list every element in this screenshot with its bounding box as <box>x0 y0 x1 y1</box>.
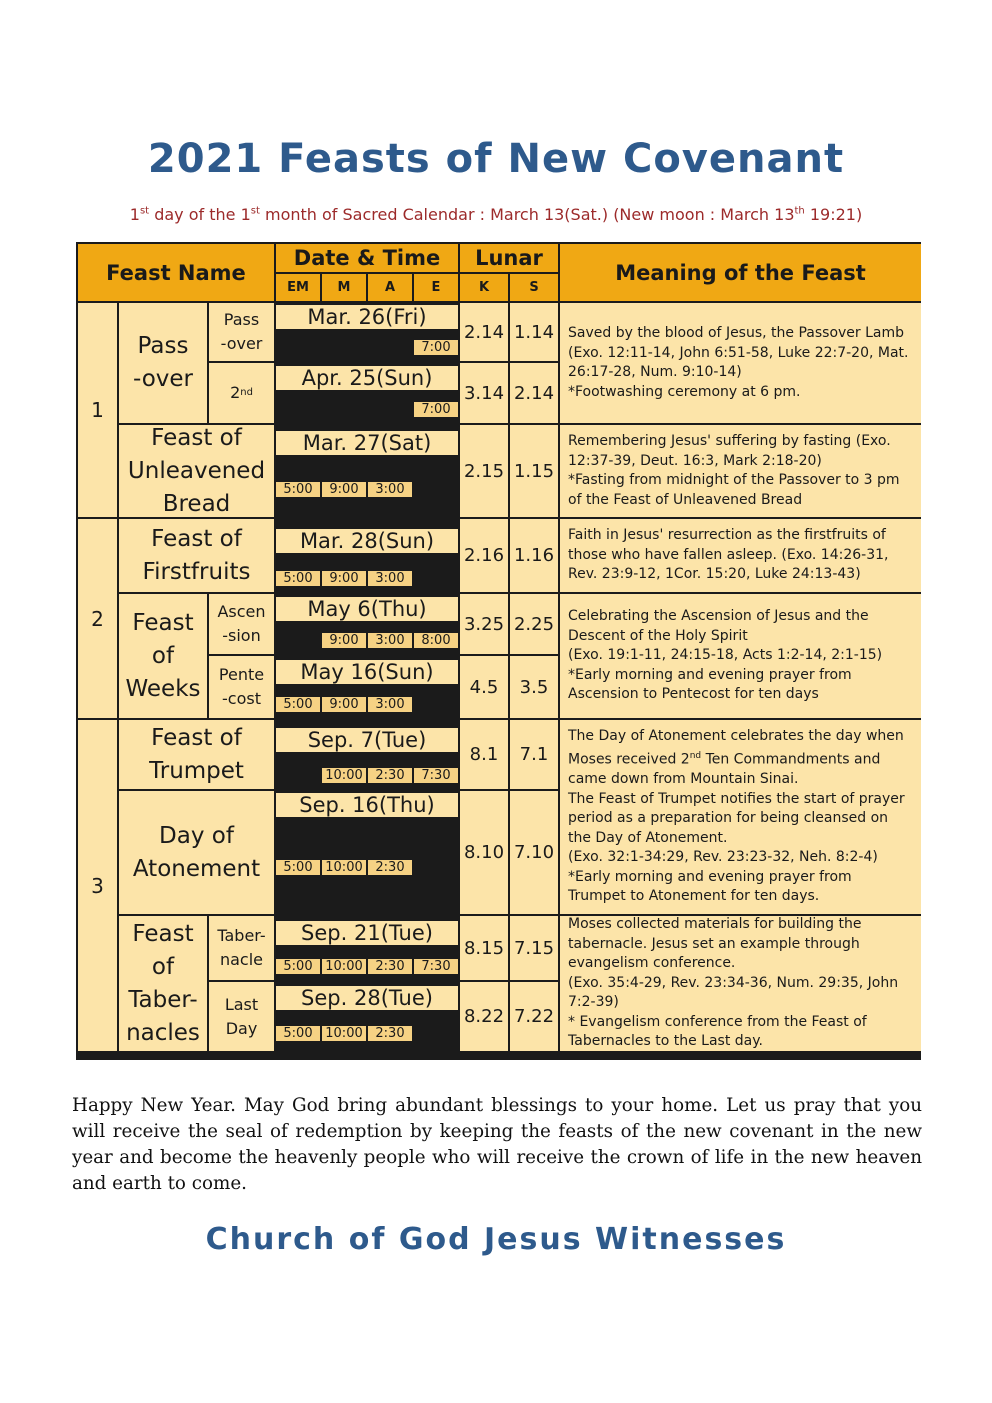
subtitle-text: 1 <box>129 205 140 224</box>
header-lunar: Lunar <box>460 244 558 272</box>
feast-table <box>76 242 921 1060</box>
meaning-sup: nd <box>689 750 702 761</box>
time-a: 2:30 <box>368 1026 412 1041</box>
page-subtitle <box>0 205 992 224</box>
lunar-s: 7.10 <box>510 791 558 914</box>
sub-name-passover: Pass -over <box>209 303 274 361</box>
sub-name-text: 2 <box>230 383 241 402</box>
time-m: 9:00 <box>322 633 366 648</box>
date-time-trumpet <box>276 720 458 789</box>
time-em: 5:00 <box>276 571 320 586</box>
lunar-s: 7.15 <box>510 916 558 980</box>
meaning-trumpet-atonement <box>560 720 921 914</box>
feast-name-trumpet: Feast of Trumpet <box>119 720 274 789</box>
header-a: A <box>368 274 412 301</box>
time-a: 2:30 <box>368 768 412 783</box>
sub-name-last-day: Last Day <box>209 982 274 1051</box>
feast-name-weeks: Feast of Weeks <box>119 594 207 718</box>
time-e: 7:30 <box>414 768 458 783</box>
date-value: Apr. 25(Sun) <box>276 366 458 390</box>
lunar-s: 7.22 <box>510 982 558 1051</box>
time-a: 3:00 <box>368 482 412 497</box>
time-em: 5:00 <box>276 482 320 497</box>
lunar-k: 2.16 <box>460 519 508 592</box>
time-m: 10:00 <box>322 768 366 783</box>
date-value: Sep. 21(Tue) <box>276 921 458 945</box>
lunar-k: 8.1 <box>460 720 508 789</box>
date-value: Sep. 16(Thu) <box>276 793 458 817</box>
time-em: 5:00 <box>276 959 320 974</box>
date-value: May 6(Thu) <box>276 597 458 621</box>
meaning-firstfruits: Faith in Jesus' resurrection as the firstfruits of those who have fallen asleep. (Exo. 14:26-31, Rev. 23:9-12, 1Cor. 15:20, Luke 24:13-43) <box>560 519 921 592</box>
subtitle-sup: st <box>250 205 260 217</box>
time-m: 10:00 <box>322 1026 366 1041</box>
time-em: 5:00 <box>276 860 320 875</box>
date-time-atonement <box>276 791 458 914</box>
time-m: 10:00 <box>322 860 366 875</box>
time-a: 3:00 <box>368 697 412 712</box>
lunar-k: 8.15 <box>460 916 508 980</box>
meaning-unleavened: Remembering Jesus' suffering by fasting (Exo. 12:37-39, Deut. 16:3, Mark 2:18-20) *Fasting from midnight of the Passover to 3 pm of the Feast of Unleavened Bread <box>560 425 921 517</box>
time-a: 2:30 <box>368 860 412 875</box>
lunar-s: 2.25 <box>510 594 558 654</box>
sub-name-pentecost: Pente -cost <box>209 656 274 718</box>
time-a: 2:30 <box>368 959 412 974</box>
meaning-tabernacles: Moses collected materials for building the tabernacle. Jesus set an example through evangelism conference. (Exo. 35:4-29, Rev. 23:34-36, Num. 29:35, John 7:2-39) * Evangelism conference from the Feast of Tabernacles to the Last day. <box>560 916 921 1051</box>
header-meaning: Meaning of the Feast <box>560 244 921 301</box>
time-em: 5:00 <box>276 1026 320 1041</box>
date-time-passover <box>276 303 458 361</box>
lunar-s: 1.14 <box>510 303 558 361</box>
time-e: 7:00 <box>414 340 458 355</box>
time-m: 9:00 <box>322 571 366 586</box>
date-time-last-day <box>276 982 458 1051</box>
date-value: Mar. 26(Fri) <box>276 305 458 329</box>
group-number: 2 <box>78 519 117 718</box>
time-m: 9:00 <box>322 697 366 712</box>
date-value: Sep. 7(Tue) <box>276 728 458 752</box>
date-time-second-passover <box>276 363 458 423</box>
sub-name-ascension: Ascen -sion <box>209 594 274 654</box>
time-e: 7:00 <box>414 402 458 417</box>
meaning-passover: Saved by the blood of Jesus, the Passover Lamb (Exo. 12:11-14, John 6:51-58, Luke 22:7-20, Mat. 26:17-28, Num. 9:10-14) *Footwashing ceremony at 6 pm. <box>560 303 921 423</box>
feast-name-atonement: Day of Atonement <box>119 791 274 914</box>
feast-name-firstfruits: Feast of Firstfruits <box>119 519 274 592</box>
group-number: 1 <box>78 303 117 517</box>
meaning-part: The Day of Atonement celebrates the day when Moses received 2 <box>568 728 904 768</box>
time-m: 10:00 <box>322 959 366 974</box>
meaning-weeks: Celebrating the Ascension of Jesus and the Descent of the Holy Spirit (Exo. 19:1-11, 24:15-18, Acts 1:2-14, 2:1-15) *Early morning and evening prayer from Ascension to Pentecost for ten days <box>560 594 921 718</box>
header-s: S <box>510 274 558 301</box>
time-e: 8:00 <box>414 633 458 648</box>
lunar-k: 8.22 <box>460 982 508 1051</box>
time-em: 5:00 <box>276 697 320 712</box>
header-date-time: Date & Time <box>276 244 458 272</box>
date-value: Mar. 27(Sat) <box>276 431 458 455</box>
date-time-ascension <box>276 594 458 654</box>
time-m: 9:00 <box>322 482 366 497</box>
date-time-pentecost <box>276 656 458 718</box>
lunar-s: 1.15 <box>510 425 558 517</box>
header-m: M <box>322 274 366 301</box>
lunar-k: 4.5 <box>460 656 508 718</box>
lunar-s: 1.16 <box>510 519 558 592</box>
sub-name-second <box>209 363 274 423</box>
subtitle-text: 19:21) <box>804 205 863 224</box>
time-a: 3:00 <box>368 633 412 648</box>
date-value: Mar. 28(Sun) <box>276 529 458 553</box>
time-a: 3:00 <box>368 571 412 586</box>
lunar-s: 2.14 <box>510 363 558 423</box>
date-time-firstfruits <box>276 519 458 592</box>
lunar-s: 7.1 <box>510 720 558 789</box>
page-title: 2021 Feasts of New Covenant <box>147 136 845 182</box>
group-number: 3 <box>78 720 117 1051</box>
header-feast-name: Feast Name <box>78 244 274 301</box>
sub-name-sup: nd <box>240 387 253 398</box>
lunar-k: 3.25 <box>460 594 508 654</box>
date-value: Sep. 28(Tue) <box>276 986 458 1010</box>
subtitle-text: day of the 1 <box>149 205 251 224</box>
sub-name-tabernacle: Taber- nacle <box>209 916 274 980</box>
header-k: K <box>460 274 508 301</box>
lunar-k: 8.10 <box>460 791 508 914</box>
header-em: EM <box>276 274 320 301</box>
lunar-s: 3.5 <box>510 656 558 718</box>
lunar-k: 2.15 <box>460 425 508 517</box>
feast-name-tabernacles: Feast of Taber- nacles <box>119 916 207 1051</box>
subtitle-sup: st <box>139 205 150 217</box>
lunar-k: 3.14 <box>460 363 508 423</box>
date-time-tabernacle <box>276 916 458 980</box>
lunar-k: 2.14 <box>460 303 508 361</box>
meaning-text <box>568 727 913 906</box>
church-name: Church of God Jesus Witnesses <box>205 1222 787 1257</box>
subtitle-sup: th <box>794 205 805 217</box>
new-year-message: Happy New Year. May God bring abundant blessings to your home. Let us pray that you will receive the seal of redemption by keeping the feasts of the new covenant in the new year and become the heavenly people who will receive the crown of life in the new heaven and earth to come. <box>72 1095 922 1194</box>
time-e: 7:30 <box>414 959 458 974</box>
subtitle-text: month of Sacred Calendar : March 13(Sat.) (New moon : March 13 <box>259 205 795 224</box>
feast-name-passover: Pass -over <box>119 303 207 423</box>
feast-name-unleavened: Feast of Unleavened Bread <box>119 425 274 517</box>
header-e: E <box>414 274 458 301</box>
date-time-unleavened <box>276 425 458 517</box>
date-value: May 16(Sun) <box>276 660 458 684</box>
meaning-part: Ten Commandments and came down from Mountain Sinai. The Feast of Trumpet notifies the start of prayer period as a preparation for being cleansed on the Day of Atonement. (Exo. 32:1-34:29, Rev. 23:23-32, Neh. 8:2-4) *Early morning and evening prayer from Trumpet to Atonement for ten days. <box>568 751 905 905</box>
